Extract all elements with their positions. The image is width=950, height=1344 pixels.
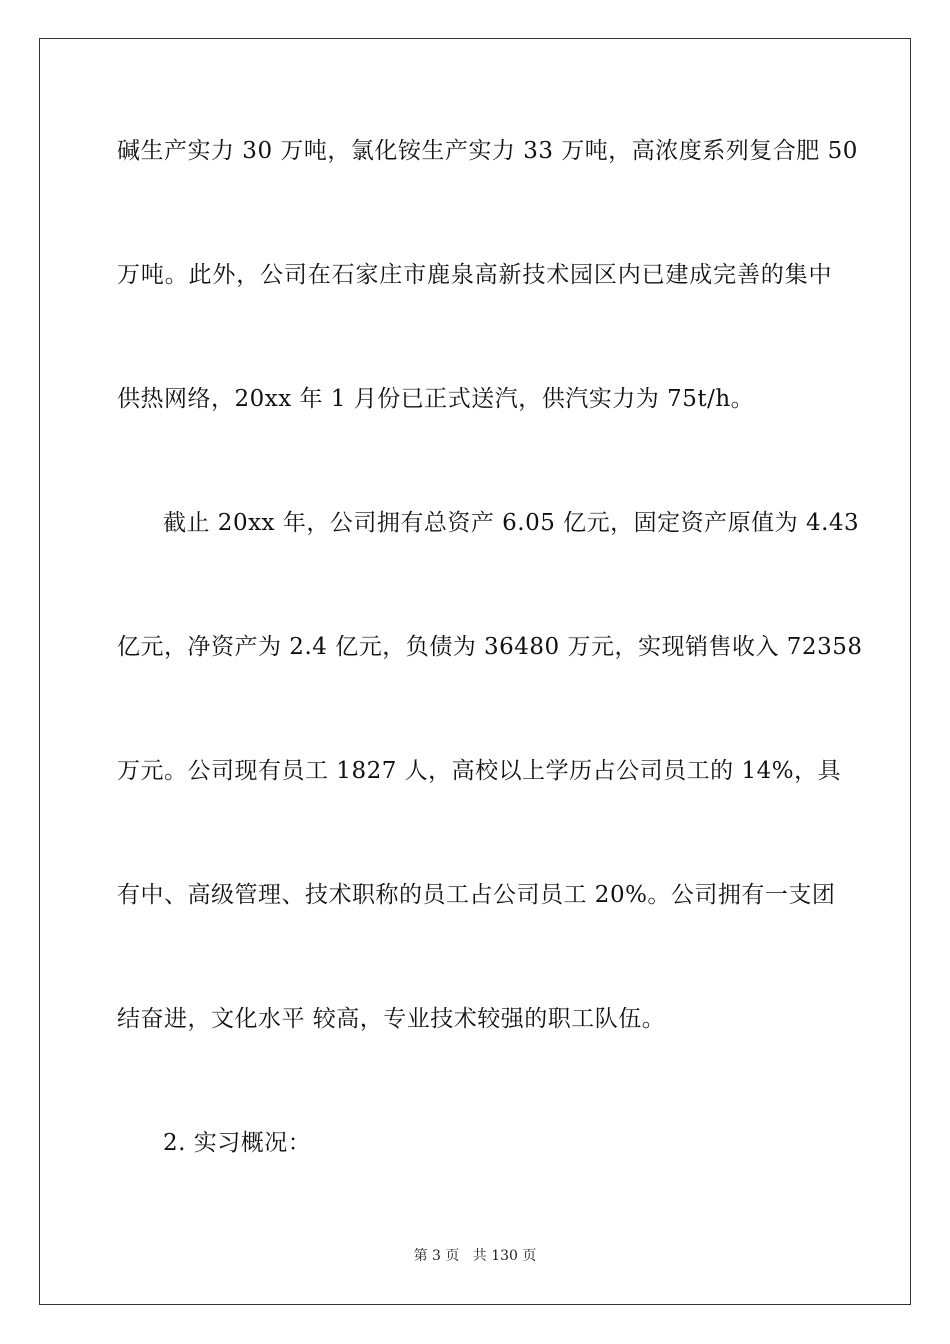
paragraph-line: 碱生产实力 30 万吨，氯化铵生产实力 33 万吨，高浓度系列复合肥 50 — [117, 138, 858, 164]
page-total: 共 130 页 — [472, 1248, 537, 1264]
page-footer — [0, 1247, 950, 1265]
paragraph-line: 万元。公司现有员工 1827 人，高校以上学历占公司员工的 14%，具 — [117, 758, 842, 784]
section-heading: 2. 实习概况： — [163, 1130, 312, 1156]
page-border — [39, 38, 911, 1305]
paragraph-line: 结奋进，文化水平 较高，专业技术较强的职工队伍。 — [117, 1006, 666, 1032]
paragraph-line: 万吨。此外，公司在石家庄市鹿泉高新技术园区内已建成完善的集中 — [117, 262, 832, 288]
paragraph-line: 有中、高级管理、技术职称的员工占公司员工 20%。公司拥有一支团 — [117, 882, 836, 908]
page-number: 第 3 页 — [413, 1248, 460, 1264]
paragraph-line: 供热网络，20xx 年 1 月份已正式送汽，供汽实力为 75t/h。 — [117, 386, 755, 412]
paragraph-line: 亿元，净资产为 2.4 亿元，负债为 36480 万元，实现销售收入 72358 — [117, 634, 863, 660]
paragraph-line: 截止 20xx 年，公司拥有总资产 6.05 亿元，固定资产原值为 4.43 — [163, 510, 860, 536]
